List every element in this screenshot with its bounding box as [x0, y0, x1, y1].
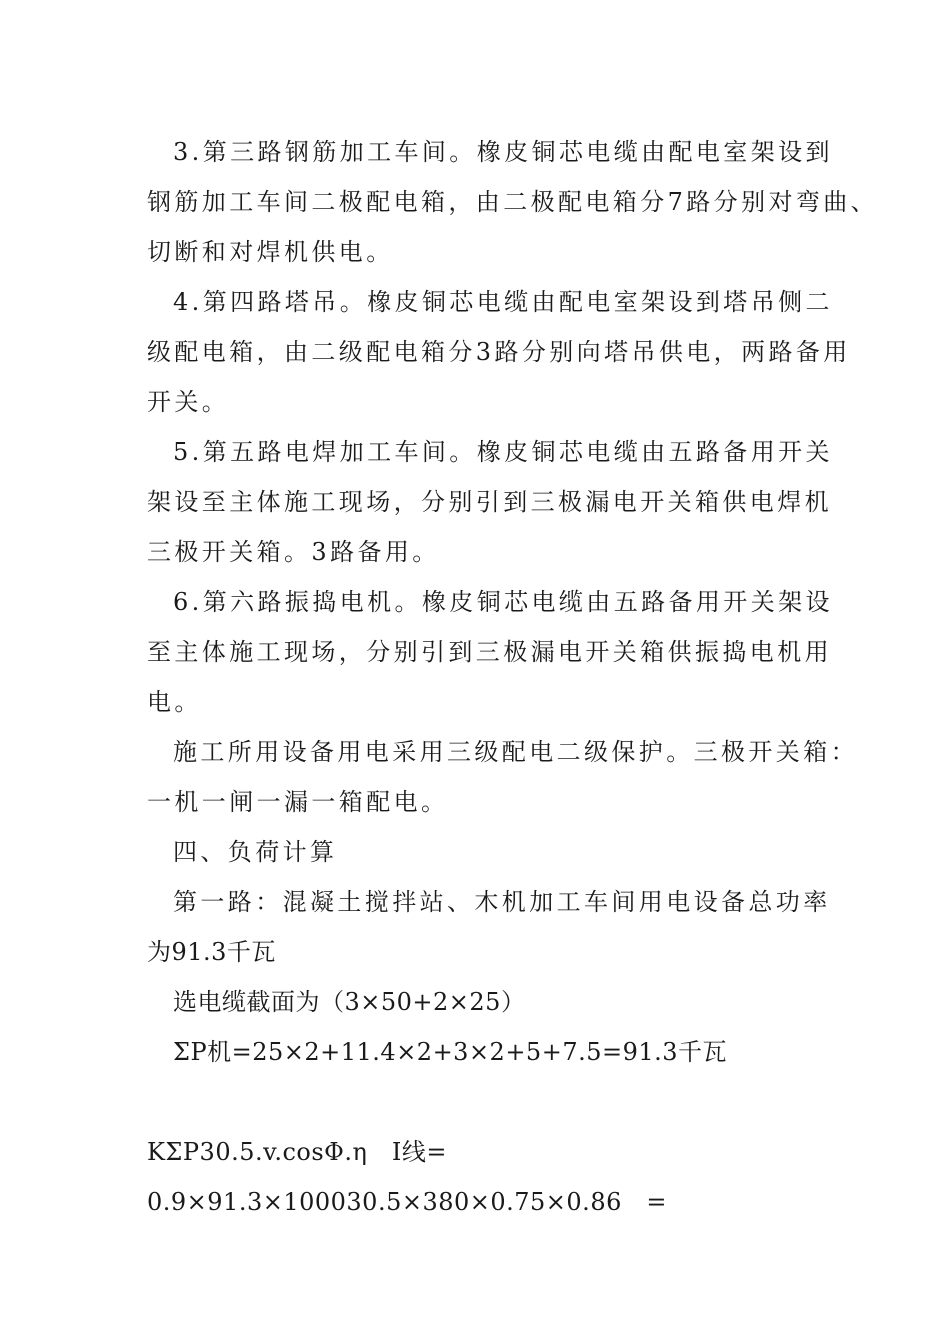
paragraph-protection-line-2: 一机一闸一漏一箱配电。 [147, 788, 449, 816]
paragraph-3-line-3: 切断和对焊机供电。 [147, 238, 394, 266]
paragraph-4-line-1: 4.第四路塔吊。橡皮铜芯电缆由配电室架设到塔吊侧二 [173, 288, 833, 316]
paragraph-6-line-1: 6.第六路振捣电机。橡皮铜芯电缆由五路备用开关架设 [173, 588, 833, 616]
paragraph-4-line-2: 级配电箱，由二级配电箱分3路分别向塔吊供电，两路备用 [147, 338, 851, 366]
current-formula-line-2: 0.9×91.3×100030.5×380×0.75×0.86 = [147, 1188, 667, 1216]
paragraph-3-line-2: 钢筋加工车间二极配电箱，由二极配电箱分7路分别对弯曲、 [147, 188, 879, 216]
cable-section-line: 选电缆截面为（3×50+2×25） [173, 988, 526, 1016]
current-formula-line-1: KΣP30.5.v.cosΦ.η I线= [147, 1138, 447, 1166]
paragraph-6-line-2: 至主体施工现场，分别引到三极漏电开关箱供振捣电机用 [147, 638, 832, 666]
paragraph-4-line-3: 开关。 [147, 388, 230, 416]
paragraph-5-line-3: 三极开关箱。3路备用。 [147, 538, 440, 566]
paragraph-circuit-1-line-2: 为91.3千瓦 [147, 938, 276, 966]
paragraph-circuit-1-line-1: 第一路：混凝土搅拌站、木机加工车间用电设备总功率 [173, 888, 831, 916]
paragraph-6-line-3: 电。 [147, 688, 202, 716]
paragraph-protection-line-1: 施工所用设备用电采用三级配电二级保护。三极开关箱： [173, 738, 858, 766]
power-sum-formula: ΣP机=25×2+11.4×2+3×2+5+7.5=91.3千瓦 [173, 1038, 728, 1066]
section-heading-load-calculation: 四、负荷计算 [173, 838, 338, 866]
paragraph-3-line-1: 3.第三路钢筋加工车间。橡皮铜芯电缆由配电室架设到 [173, 138, 833, 166]
paragraph-5-line-2: 架设至主体施工现场，分别引到三极漏电开关箱供电焊机 [147, 488, 832, 516]
paragraph-5-line-1: 5.第五路电焊加工车间。橡皮铜芯电缆由五路备用开关 [173, 438, 833, 466]
